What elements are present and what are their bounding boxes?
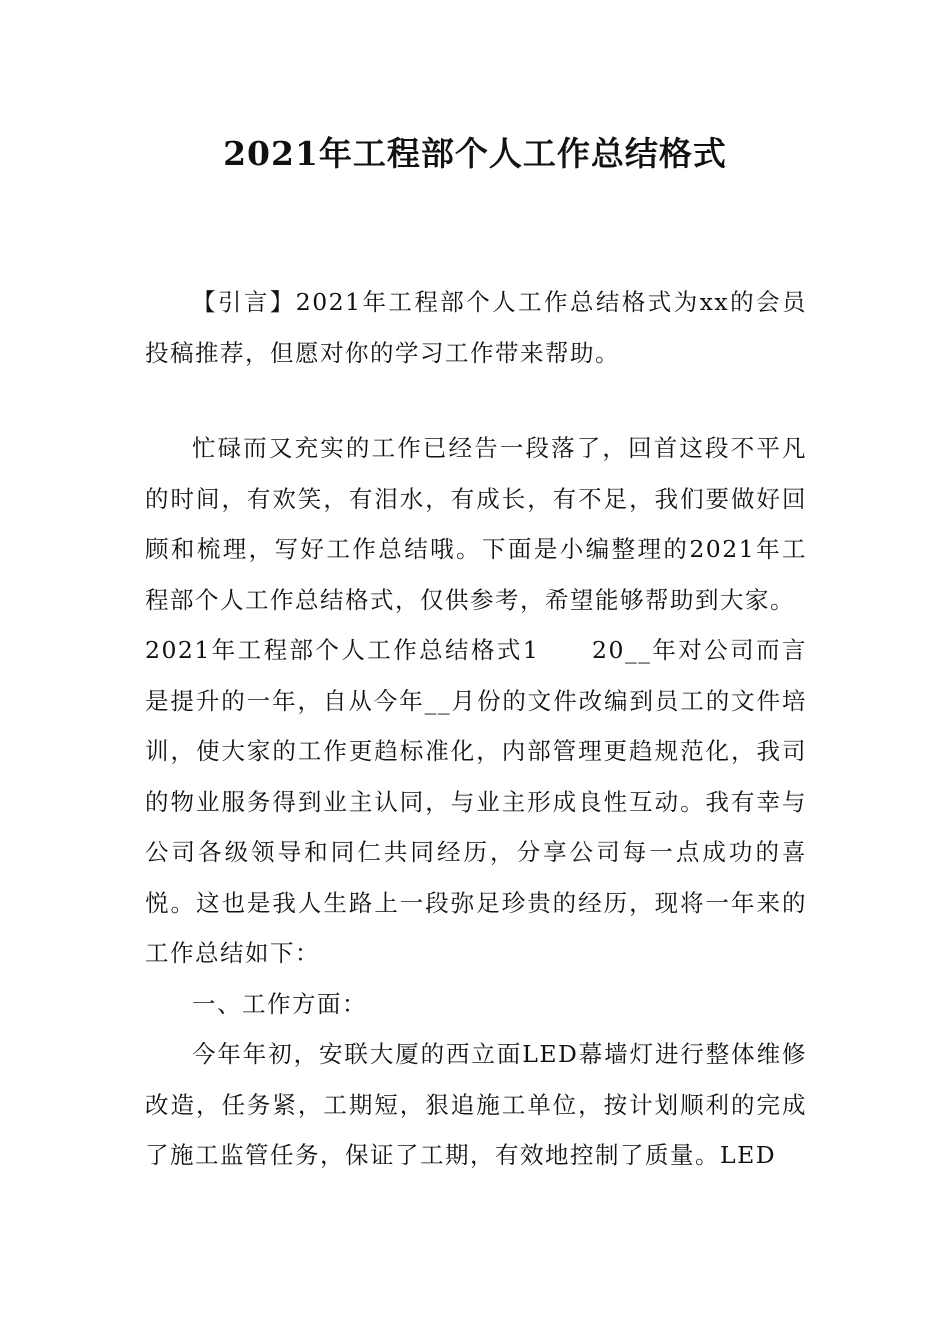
body-paragraph-3: 今年年初，安联大厦的西立面LED幕墙灯进行整体维修改造，任务紧，工期短，狠追施工单位，按计划顺利的完成了施工监管任务，保证了工期，有效地控制了质量。LED (145, 1040, 807, 1169)
body-paragraph-1: 忙碌而又充实的工作已经告一段落了，回首这段不平凡的时间，有欢笑，有泪水，有成长，有不足，我们要做好回顾和梳理，写好工作总结哦。下面是小编整理的2021年工程部个人工作总结格式，仅供参考，希望能够帮助到大家。 (145, 434, 807, 614)
intro-section (145, 277, 807, 378)
document-title: 2021年工程部个人工作总结格式 (223, 134, 727, 173)
section-heading-work: 一、工作方面： (192, 989, 367, 1018)
body-section (145, 423, 807, 1181)
body-paragraph-2: 2021年工程部个人工作总结格式1 20__年对公司而言是提升的一年，自从今年__月份的文件改编到员工的文件培训，使大家的工作更趋标准化，内部管理更趋规范化，我司的物业服务得到业主认同，与业主形成良性互动。我有幸与公司各级领导和同仁共同经历，分享公司每一点成功的喜悦。这也是我人生路上一段弥足珍贵的经历，现将一年来的工作总结如下： (145, 636, 807, 967)
intro-paragraph: 【引言】2021年工程部个人工作总结格式为xx的会员投稿推荐，但愿对你的学习工作带来帮助。 (145, 288, 807, 367)
